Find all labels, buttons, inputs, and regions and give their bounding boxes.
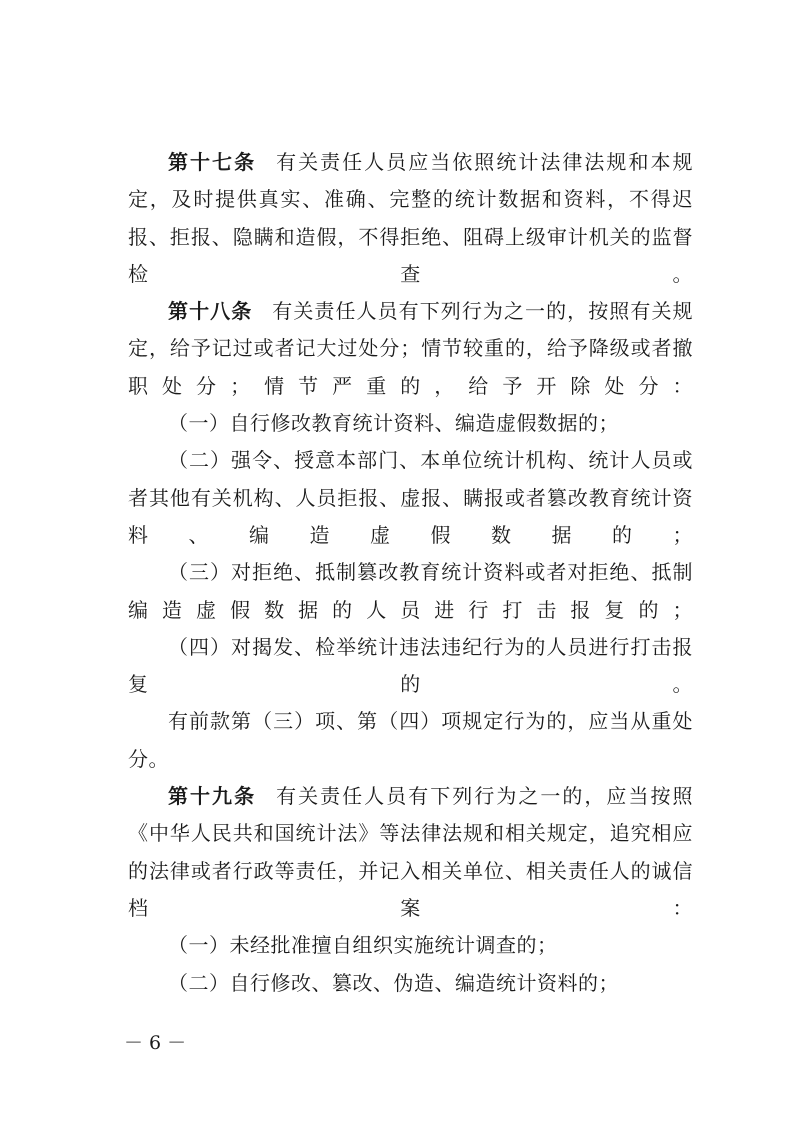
paragraph-note [128, 703, 693, 778]
paragraph-article-19 [128, 778, 693, 927]
text-line: （二）自行修改、篡改、伪造、编造统计资料的； [168, 970, 619, 995]
text-line: 拒报、隐瞒和造假，不得拒绝、阻碍上级审计机关的监督检查。 [128, 224, 694, 286]
body-text [128, 144, 693, 1002]
text-line: 编造虚假数据的人员进行打击报复的； [128, 597, 693, 622]
text-line: （一）自行修改教育统计资料、编造虚假数据的； [168, 411, 619, 436]
text-line: 者其他有关机构、人员拒报、虚报、瞒报或者篡改教育统计资 [128, 485, 693, 510]
paragraph-item [128, 405, 693, 442]
article-heading: 第十八条 [168, 299, 253, 324]
paragraph-item [128, 442, 693, 554]
text-line: 有关责任人员有下列行为之一的，应当按照 [276, 784, 694, 809]
text-line: （一）未经批准擅自组织实施统计调查的； [168, 933, 558, 958]
text-line: 有关责任人员有下列行为之一的，按照有关规 [272, 299, 694, 324]
paragraph-item [128, 629, 693, 704]
text-line: 《中华人民共和国统计法》等法律法规和相关规定，追究相应 [128, 821, 693, 846]
paragraph-item [128, 927, 693, 964]
paragraph-article-17 [128, 144, 693, 293]
article-heading: 第十七条 [168, 150, 257, 174]
text-line: 复的。 [128, 672, 693, 697]
text-line: 的法律或者行政等责任，并记入相关单位、相关责任人的诚信 [128, 858, 693, 883]
paragraph-article-18 [128, 293, 693, 405]
paragraph-item [128, 965, 693, 1002]
text-line: 料、编造虚假数据的； [128, 522, 693, 547]
text-line: 有前款第（三）项、第（四）项规定行为的，应当从重处分。 [128, 709, 693, 771]
page-number: － 6 － [124, 1032, 187, 1054]
text-line: 定，及时提供真实、准确、完整的统计数据和资料，不得迟报、 [128, 187, 693, 249]
text-line: （三）对拒绝、抵制篡改教育统计资料或者对拒绝、抵制 [168, 560, 693, 585]
text-line: 职处分；情节严重的，给予开除处分： [128, 373, 693, 398]
text-line: （二）强令、授意本部门、本单位统计机构、统计人员或 [168, 448, 693, 473]
article-heading: 第十九条 [168, 784, 257, 809]
text-line: 有关责任人员应当依照统计法律法规和本规 [276, 150, 694, 174]
paragraph-item [128, 554, 693, 629]
text-line: 定，给予记过或者记大过处分；情节较重的，给予降级或者撤 [128, 336, 693, 361]
text-line: （四）对揭发、检举统计违法违纪行为的人员进行打击报 [168, 634, 693, 659]
text-line: 档案： [128, 895, 693, 920]
